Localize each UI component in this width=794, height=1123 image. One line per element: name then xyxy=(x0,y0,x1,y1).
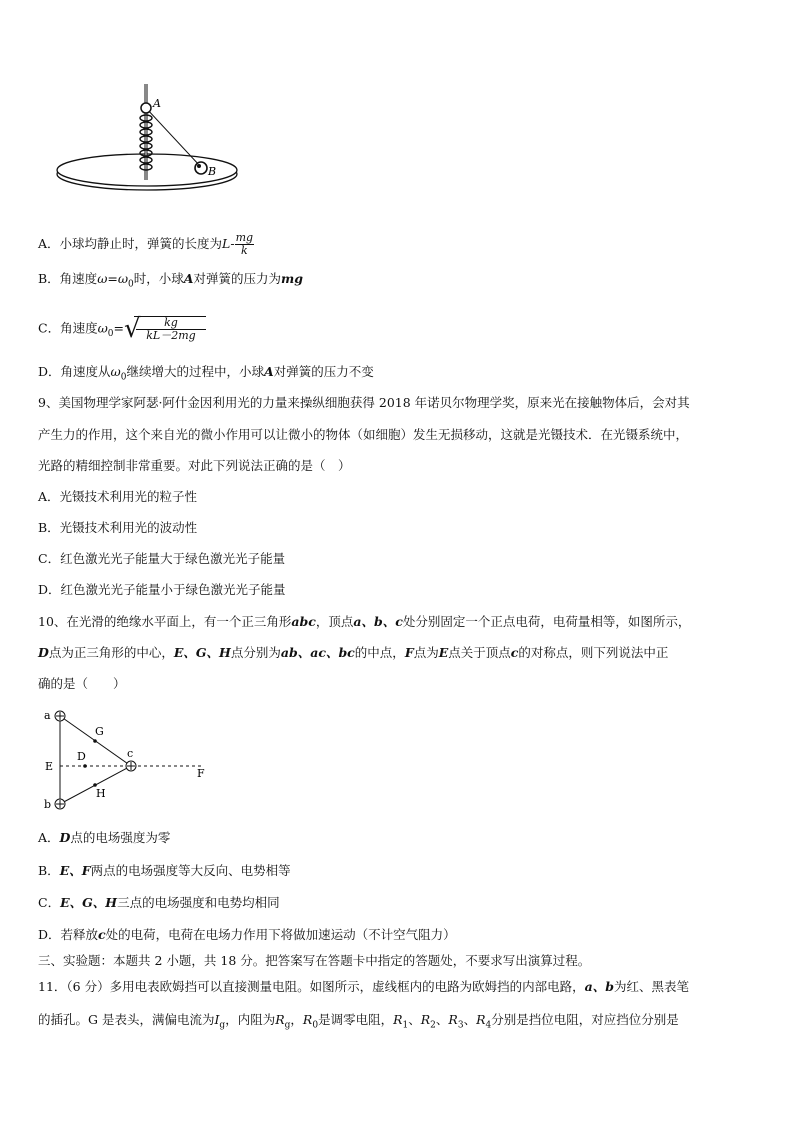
q9-option-d: D．红色激光光子能量小于绿色激光光子能量 xyxy=(38,582,286,597)
label-a: a xyxy=(44,709,51,722)
charge-b xyxy=(55,799,65,809)
q9-option-a: A．光镊技术利用光的粒子性 xyxy=(38,489,198,504)
q10-stem-line3: 确的是（ ） xyxy=(38,676,126,691)
q8-option-c: C．角速度$\omega_0=$ √ $\frac{kg}{kL-2mg}$ xyxy=(38,316,206,342)
q10-option-a: A．D点的电场强度为零 xyxy=(38,830,171,845)
q10-stem-line2: D点为正三角形的中心，E、G、H点分别为ab、ac、bc的中点，F点为E点关于顶点c的对称点，则下列说法中正 xyxy=(38,645,669,660)
label-f: F xyxy=(197,767,205,780)
square-root: √ $\frac{kg}{kL-2mg}$ xyxy=(124,316,206,342)
q8-option-d: D．角速度从$\omega_0$继续增大的过程中，小球A对弹簧的压力不变 xyxy=(38,364,374,383)
label-b: b xyxy=(44,798,52,811)
label-d: D xyxy=(77,750,86,763)
spring-disk-figure xyxy=(50,80,250,200)
q9-stem-line2: 产生力的作用，这个来自光的微小作用可以让微小的物体（如细胞）发生无损移动，这就是光镊技术．在光镊系统中， xyxy=(38,427,689,442)
q9-option-c: C．红色激光光子能量大于绿色激光光子能量 xyxy=(38,551,286,566)
q9-stem-line1: 9、美国物理学家阿瑟·阿什金因利用光的力量来操纵细胞获得 2018 年诺贝尔物理学奖，原来光在接触物体后，会对其 xyxy=(38,395,690,410)
q11-stem-line2: 的插孔。G 是表头，满偏电流为$I_g$，内阻为$R_g$，$R_0$是调零电阻，$R_1$、$R_2$、$R_3$、$R_4$分别是挡位电阻，对应挡位分别是 xyxy=(38,1012,679,1031)
q10-option-d: D．若释放c处的电荷，电荷在电场力作用下将做加速运动（不计空气阻力） xyxy=(38,927,456,942)
q10-option-b: B．E、F两点的电场强度等大反向、电势相等 xyxy=(38,863,291,878)
label-h: H xyxy=(96,787,106,800)
q10-stem-line1: 10、在光滑的绝缘水平面上，有一个正三角形abc，顶点a、b、c处分别固定一个正点电荷，电荷量相等，如图所示， xyxy=(38,614,691,629)
q8-option-b: B．角速度$\omega=\omega_0$时，小球A对弹簧的压力为mg xyxy=(38,271,303,290)
label-e: E xyxy=(45,760,54,773)
label-a: A xyxy=(153,97,161,110)
triangle-charge-figure xyxy=(40,704,220,814)
q10-option-c: C．E、G、H三点的电场强度和电势均相同 xyxy=(38,895,280,910)
q8-option-a: A．小球均静止时，弹簧的长度为L- $\frac{mg}{k}$ xyxy=(38,231,254,257)
section-heading: 三、实验题：本题共 2 小题，共 18 分。把答案写在答题卡中指定的答题处，不要求写出演算过程。 xyxy=(38,953,591,968)
label-b: B xyxy=(208,165,217,178)
label-c: c xyxy=(127,747,134,760)
fraction: $\frac{mg}{k}$ xyxy=(235,231,254,257)
q9-stem-line3: 光路的精细控制非常重要。对此下列说法正确的是（ ） xyxy=(38,458,351,473)
q9-option-b: B．光镊技术利用光的波动性 xyxy=(38,520,198,535)
q11-stem-line1: 11．（6 分）多用电表欧姆挡可以直接测量电阻。如图所示，虚线框内的电路为欧姆挡的内部电路，a、b为红、黑表笔 xyxy=(38,979,689,994)
label-g: G xyxy=(95,725,104,738)
charge-c xyxy=(126,761,136,771)
charge-a xyxy=(55,711,65,721)
